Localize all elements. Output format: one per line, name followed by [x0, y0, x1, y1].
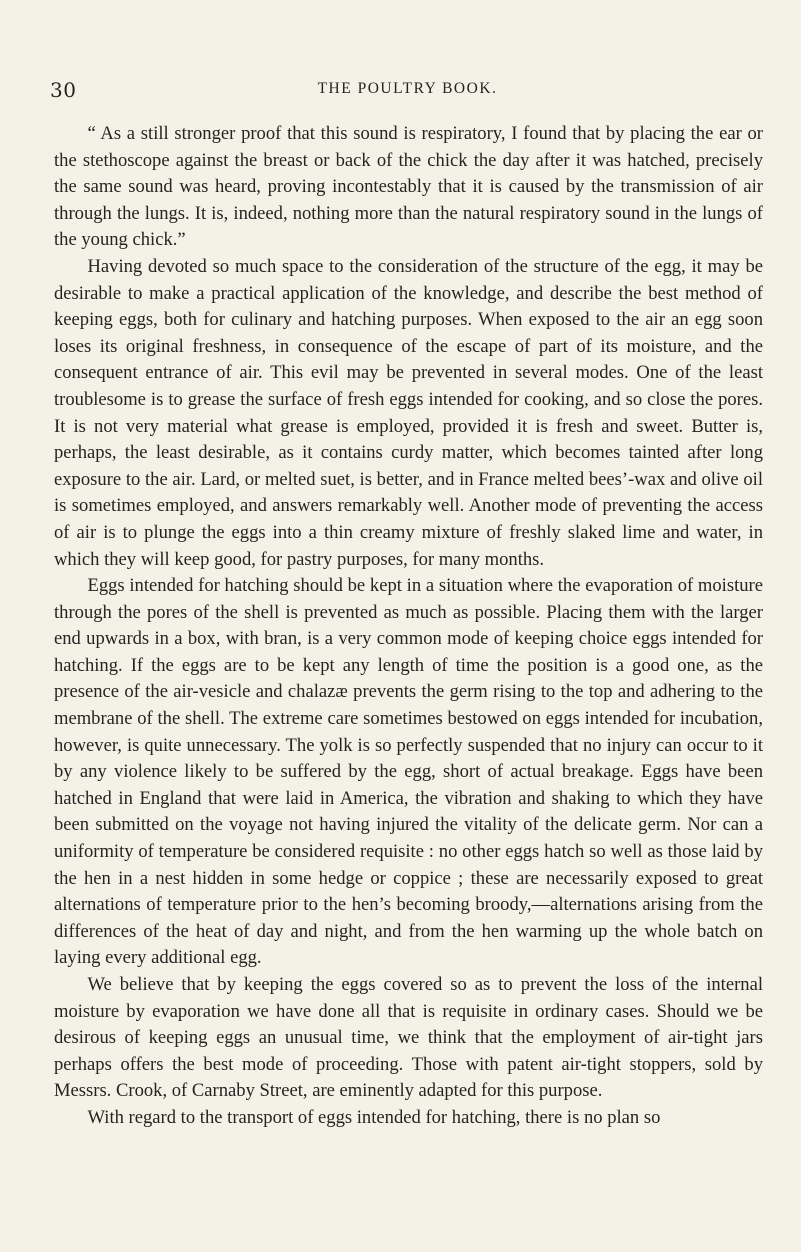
paragraph-covered-eggs: We believe that by keeping the eggs covered so as to prevent the loss of the internal moisture by evaporation we have done all that is requisite in ordinary cases. Should we be desirous of keeping eggs an unusual time, we think that the employment of air-tight jars perhaps offers the best mode of proceeding. Those with patent air-tight stoppers, sold by Messrs. Crook, of Carnaby Street, are eminently adapted for this purpose. [54, 974, 763, 1102]
page-number: 30 [50, 78, 77, 102]
paragraph-transport: With regard to the transport of eggs intended for hatching, there is no plan so [87, 1106, 661, 1128]
body-text [54, 121, 763, 1132]
running-head [50, 78, 765, 102]
running-title: THE POULTRY BOOK. [317, 80, 498, 97]
paragraph-hatching-eggs: Eggs intended for hatching should be kept in a situation where the evaporation of moisture through the pores of the shell is prevented as much as possible. Placing them with the larger end upwards in a box, with bran, is a very common mode of keeping choice eggs intended for hatching. If the eggs are to be kept any length of time the position is a good one, as the presence of the air-vesicle and chalazæ prevents the germ rising to the top and adhering to the membrane of the shell. The extreme care sometimes bestowed on eggs intended for incubation, however, is quite unnecessary. The yolk is so perfectly suspended that no injury can occur to it by any violence likely to be suffered by the egg, short of actual breakage. Eggs have been hatched in England that were laid in America, the vibration and shaking to which they have been submitted on the voyage not having injured the vitality of the delicate germ. Nor can a uniformity of temperature be considered requisite : no other eggs hatch so well as those laid by the hen in a nest hidden in some hedge or coppice ; these are necessarily exposed to great alternations of temperature prior to the hen’s becoming broody,—alternations arising from the differences of the heat of day and night, and from the hen warming up the whole batch on laying every additional egg. [54, 575, 763, 969]
paragraph-quote: “ As a still stronger proof that this sound is respiratory, I found that by placing the ear or the stethoscope against the breast or back of the chick the day after it was hatched, precisely the same sound was heard, proving incontestably that it is caused by the transmission of air through the lungs. It is, indeed, nothing more than the natural respiratory sound in the lungs of the young chick.” [54, 123, 763, 251]
paragraph-keeping-eggs: Having devoted so much space to the consideration of the structure of the egg, it may be desirable to make a practical application of the knowledge, and describe the best method of keeping eggs, both for culinary and hatching purposes. When exposed to the air an egg soon loses its original freshness, in consequence of the escape of part of its moisture, and the consequent entrance of air. This evil may be prevented in several modes. One of the least troublesome is to grease the surface of fresh eggs intended for cooking, and so close the pores. It is not very material what grease is employed, provided it is fresh and sweet. Butter is, perhaps, the least desirable, as it contains curdy matter, which becomes tainted after long exposure to the air. Lard, or melted suet, is better, and in France melted bees’-wax and olive oil is sometimes employed, and answers remarkably well. Another mode of preventing the access of air is to plunge the eggs into a thin creamy mixture of freshly slaked lime and water, in which they will keep good, for pastry purposes, for many months. [54, 255, 763, 570]
